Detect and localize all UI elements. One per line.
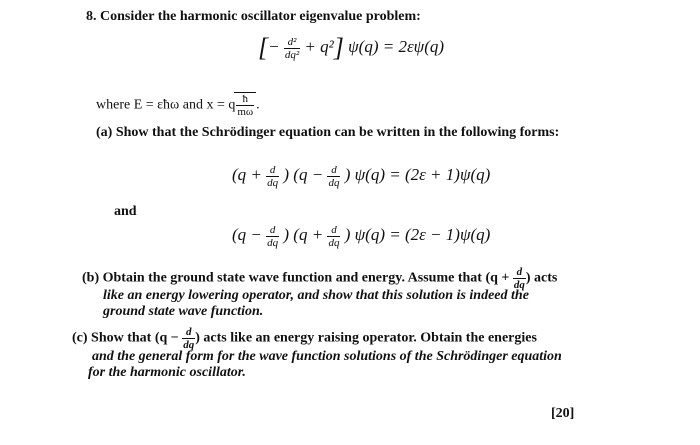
part-c-line-1: (c) Show that (q − $\frac{d}{dq}$ ) acts like an energy raising operator. Obtain the energies (72, 326, 537, 351)
problem-intro: Consider the harmonic oscillator eigenvalue problem: (100, 9, 421, 24)
problem-number: 8. (86, 9, 97, 24)
where-definition: where E = εħω and x = q $\frac{ħ}{m\omega}$ . (96, 93, 260, 118)
part-c-line-2: and the general form for the wave function solutions of the Schrödinger equation (92, 349, 562, 364)
part-b-line-2: like an energy lowering operator, and show that this solution is indeed the (103, 288, 529, 303)
part-b-line-1: (b) Obtain the ground state wave function and energy. Assume that (q + $\frac{d}{dq}$ ) acts (82, 266, 558, 291)
marks-total: [20] (551, 406, 575, 421)
equation-form-two: (q − $\frac{d}{dq}$ ) (q + $\frac{d}{dq}$ ) ψ(q) = (2ε − 1)ψ(q) (232, 223, 491, 249)
equation-eigenvalue: [− $\frac{\text{d²}}{\text{dq²}}$ + q²] ψ(q) = 2εψ(q) (258, 33, 445, 62)
second-derivative-fraction: $\frac{\text{d²}}{\text{dq²}}$ (284, 35, 300, 61)
and-connector: and (114, 204, 137, 219)
equation-form-one: (q + $\frac{d}{dq}$ ) (q − $\frac{d}{dq}$ ) ψ(q) = (2ε + 1)ψ(q) (232, 163, 491, 189)
part-b-line-3: ground state wave function. (103, 304, 264, 319)
part-c-line-3: for the harmonic oscillator. (88, 365, 246, 380)
part-a-label: (a) (96, 125, 113, 140)
part-b-label: (b) (82, 270, 100, 286)
problem-header (86, 8, 421, 26)
sqrt-expression: $\frac{ħ}{m\omega}$ (234, 92, 256, 118)
part-c-label: (c) (72, 330, 88, 346)
part-a-statement: (a) Show that the Schrödinger equation can be written in the following forms: (96, 125, 560, 140)
